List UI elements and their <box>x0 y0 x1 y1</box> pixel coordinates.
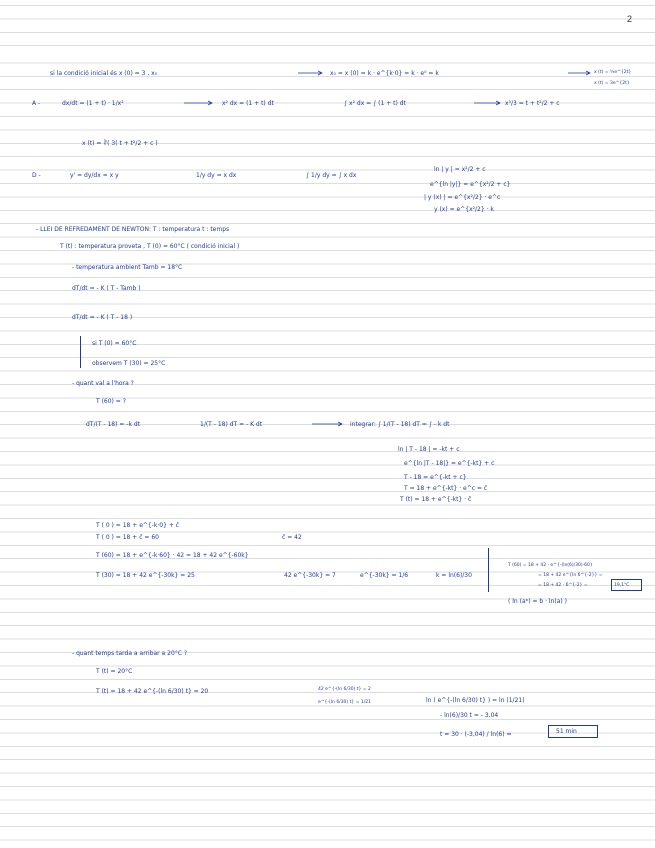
constant-value: ĉ = 42 <box>282 534 302 541</box>
t60-result-1: T (60) = 18 + 42 · e^{-(ln(6)/30)·60} <box>508 563 593 568</box>
log-property: ( ln (aᵇ) = b · ln(a) ) <box>508 598 568 605</box>
integration-step-3: T - 18 = e^{-kt + c} <box>404 474 467 481</box>
solution-line-1: x (t) = ⅓e^{2t} <box>594 70 632 75</box>
time-step-3: ln ( e^{-(ln 6/30) t} ) = ln (1/21) <box>426 697 525 704</box>
k-value: k = ln(6)/30 <box>436 572 472 579</box>
a-result: x³/3 = t + t²/2 + c <box>505 100 560 107</box>
t60-result-3: = 18 + 42 · 6^{-2} = <box>538 583 588 588</box>
ambient-temperature: - temperatura ambient Tamb = 18°C <box>72 264 183 271</box>
constant-step-1: T ( 0 ) = 18 + e^{-k·0} + ĉ <box>96 522 180 529</box>
time-step-1: 42 e^{-(ln 6/30) t} = 2 <box>318 687 371 692</box>
constant-step-2: T ( 0 ) = 18 + ĉ = 60 <box>96 534 159 541</box>
k-step-2: e^{-30k} = 1/6 <box>360 572 409 579</box>
arrow-icon <box>568 71 590 75</box>
t60-expression: T (60) = 18 + e^{-k·60} · 42 = 18 + 42 e^{-60k} <box>96 552 249 559</box>
condition-t0: si T (0) = 60°C <box>92 340 137 347</box>
integration-step-4: T = 18 + e^{-kt} · e^c = ĉ <box>404 485 488 492</box>
separation-1: dT/(T - 18) = -k dt <box>86 421 141 428</box>
solution-line-2: x (t) = 3e^{2t} <box>594 81 630 86</box>
newton-ode-18: dT/dt = - K ( T - 18 ) <box>72 314 133 321</box>
time-step-5: t = 30 · (-3,04) / ln(6) = <box>440 731 512 738</box>
integration-step-1: ln | T - 18 | = -kt + c <box>398 446 460 453</box>
a-ode: dx/dt = (1 + t) · 1/x² <box>62 100 124 107</box>
newton-law-title: - LLEI DE REFREDAMENT DE NEWTON: T : temperatura t : temps <box>36 226 230 233</box>
t30-equation: T (30) = 18 + 42 e^{-30k} = 25 <box>96 572 195 579</box>
arrow-icon <box>298 71 322 75</box>
a-separated: x² dx = (1 + t) dt <box>222 100 274 107</box>
integration-step-2: e^{ln |T - 18|} = e^{-kt} + c <box>404 460 495 467</box>
question-time: - quant temps tarda a arribar a 20°C ? <box>72 650 188 657</box>
d-integral: ∫ 1/y dy = ∫ x dx <box>306 172 357 179</box>
time-answer: 51 min <box>556 728 577 735</box>
time-step-2: e^{-(ln 6/30) t} = 1/21 <box>318 700 371 705</box>
d-result-3: | y (x) | = e^{x²/2} · e^c <box>424 194 501 201</box>
page-number: 2 <box>627 14 633 24</box>
d-result-1: ln | y | = x²/2 + c <box>434 166 486 173</box>
section-d-label: D - <box>32 172 41 179</box>
arrow-icon <box>184 101 212 105</box>
k-step-1: 42 e^{-30k} = 7 <box>284 572 336 579</box>
d-result-4: y (x) = e^{x²/2} · k <box>434 206 494 213</box>
integration-step-5: T (t) = 18 + e^{-kt} · ĉ <box>400 496 472 503</box>
temperature-definition: T (t) : temperatura proveta , T (0) = 60°C ( condició inicial ) <box>60 243 240 250</box>
x0-equation: x₀ = x (0) = k · e^{k·0} = k · e⁰ = k <box>330 70 439 77</box>
time-step-4: - ln(6)/30 t = - 3,04 <box>440 712 499 719</box>
integration: integrar: ∫ 1/(T - 18) dT = ∫ - k dt <box>350 421 450 428</box>
arrow-icon <box>474 101 500 105</box>
condition-t30: observem T (30) = 25°C <box>92 360 166 367</box>
section-a-label: A - <box>32 100 41 107</box>
t60-answer: 19,1°C <box>614 583 630 588</box>
time-equation: T (t) = 18 + 42 e^{-(ln 6/30) t} = 20 <box>96 688 209 695</box>
a-integral: ∫ x² dx = ∫ (1 + t) dt <box>344 100 406 107</box>
t60-question: T (60) = ? <box>96 398 126 405</box>
a-solution: x (t) = ∛( 3( t + t²/2 + c ) <box>82 140 158 147</box>
separation-2: 1/(T - 18) dT = - K dt <box>200 421 263 428</box>
d-ode: y' = dy/dx = x y <box>70 172 119 179</box>
t60-result-2: = 18 + 42 e^{ln 6^{-2}} = <box>538 573 603 578</box>
d-separated: 1/y dy = x dx <box>196 172 237 179</box>
d-result-2: e^{ln |y|} = e^{x²/2 + c} <box>430 181 511 188</box>
arrow-icon <box>312 422 342 426</box>
question-hour: - quant val a l'hora ? <box>72 380 134 387</box>
newton-ode: dT/dt = - K ( T - Tamb ) <box>72 285 141 292</box>
initial-condition-text: si la condició inicial és x (0) = 3 , x₀ <box>50 70 158 77</box>
target-temperature: T (t) = 20°C <box>96 668 133 675</box>
